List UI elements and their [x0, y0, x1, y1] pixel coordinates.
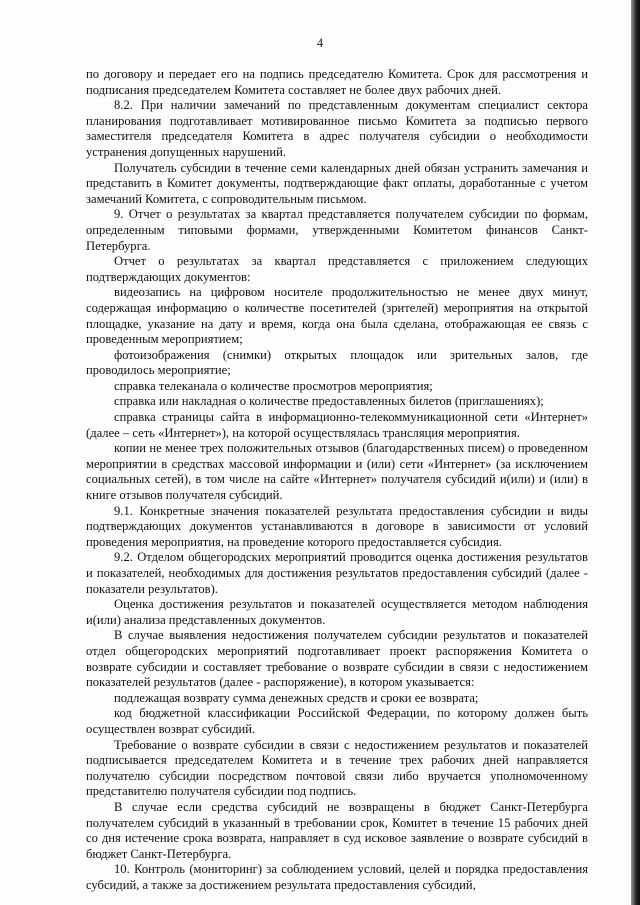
- page-number: 4: [316, 36, 324, 50]
- paragraph: 9.2. Отделом общегородских мероприятий проводится оценка достижения результатов и показателей, необходимых для достижения результатов предоставления субсидий (далее - показатели результатов).: [86, 550, 588, 596]
- paragraph: справка страницы сайта в информационно-телекоммуникационной сети «Интернет» (далее – сеть «Интернет»), на которой осуществлялась трансляция мероприятия.: [86, 410, 588, 440]
- paragraph: 9.1. Конкретные значения показателей результата предоставления субсидии и виды подтверждающих документов устанавливаются в договоре в зависимости от условий проведения мероприятия, на проведение которого предоставляется субсидия.: [86, 503, 588, 549]
- paragraph: справка телеканала о количестве просмотров мероприятия;: [114, 378, 433, 393]
- document-body: [86, 67, 588, 893]
- paragraph: Требование о возврате субсидии в связи с недостижением результатов и показателей подписывается председателем Комитета и в течение трех рабочих дней направляется получателю субсидии посредством почтовой связи либо вручается уполномоченному представителю получателя субсидии под подпись.: [86, 737, 588, 799]
- paragraph: справка или накладная о количестве предоставленных билетов (приглашениях);: [114, 394, 544, 409]
- paragraph: Получатель субсидии в течение семи календарных дней обязан устранить замечания и представить в Комитет документы, подтверждающие факт оплаты, доработанные с учетом замечаний Комитета, с сопроводительным письмом.: [86, 160, 588, 206]
- paragraph: 8.2. При наличии замечаний по представленным документам специалист сектора планирования подготавливает мотивированное письмо Комитета за подписью первого заместителя председателя Комитета в адрес получателя субсидии о необходимости устранения допущенных нарушений.: [86, 98, 588, 159]
- paragraph: фотоизображения (снимки) открытых площадок или зрительных залов, где проводилось мероприятие;: [86, 347, 588, 378]
- paragraph: подлежащая возврату сумма денежных средств и сроки ее возврата;: [114, 690, 479, 705]
- paragraph: Отчет о результатах за квартал представляется с приложением следующих подтверждающих документов:: [86, 254, 588, 284]
- paragraph: видеозапись на цифровом носителе продолжительностью не менее двух минут, содержащая информацию о количестве посетителей (зрителей) мероприятия на открытой площадке, указание на дату и время, когда она была сделана, отображающая ее связь с проведенным мероприятием;: [86, 285, 588, 347]
- paragraph: 9. Отчет о результатах за квартал представляется получателем субсидии по формам, определенным типовыми формами, утвержденными Комитетом финансов Санкт-Петербурга.: [86, 207, 588, 253]
- paragraph: по договору и передает его на подпись председателю Комитета. Срок для рассмотрения и подписания председателем Комитета составляет не более двух рабочих дней.: [86, 67, 588, 97]
- paragraph: код бюджетной классификации Российской Федерации, по которому должен быть осуществлен возврат субсидий.: [86, 706, 588, 736]
- paragraph: копии не менее трех положительных отзывов (благодарственных писем) о проведенном мероприятии в средствах массовой информации и (или) сети «Интернет» (за исключением социальных сетей), в том числе на сайте «Интернет» получателя субсидий и(или) и (или) в книге отзывов получателя субсидий.: [86, 441, 588, 503]
- paragraph: 10. Контроль (мониторинг) за соблюдением условий, целей и порядка предоставления субсидий, а также за достижением результата предоставления субсидий,: [86, 862, 588, 892]
- paragraph: В случае если средства субсидий не возвращены в бюджет Санкт-Петербурга получателем субсидий в указанный в требовании срок, Комитет в течение 15 рабочих дней со дня истечение срока возврата, направляет в суд исковое заявление о возврате субсидий в бюджет Санкт-Петербурга.: [86, 799, 588, 861]
- paragraph: В случае выявления недостижения получателем субсидии результатов и показателей отдел общегородских мероприятий подготавливает проект распоряжения Комитета о возврате субсидии и составляет требование о возврате субсидии в связи с недостижением показателей результатов (далее - распоряжение), в котором указывается:: [86, 628, 588, 690]
- paragraph: Оценка достижения результатов и показателей осуществляется методом наблюдения и(или) анализа представленных документов.: [86, 597, 588, 627]
- scan-border: [631, 0, 640, 905]
